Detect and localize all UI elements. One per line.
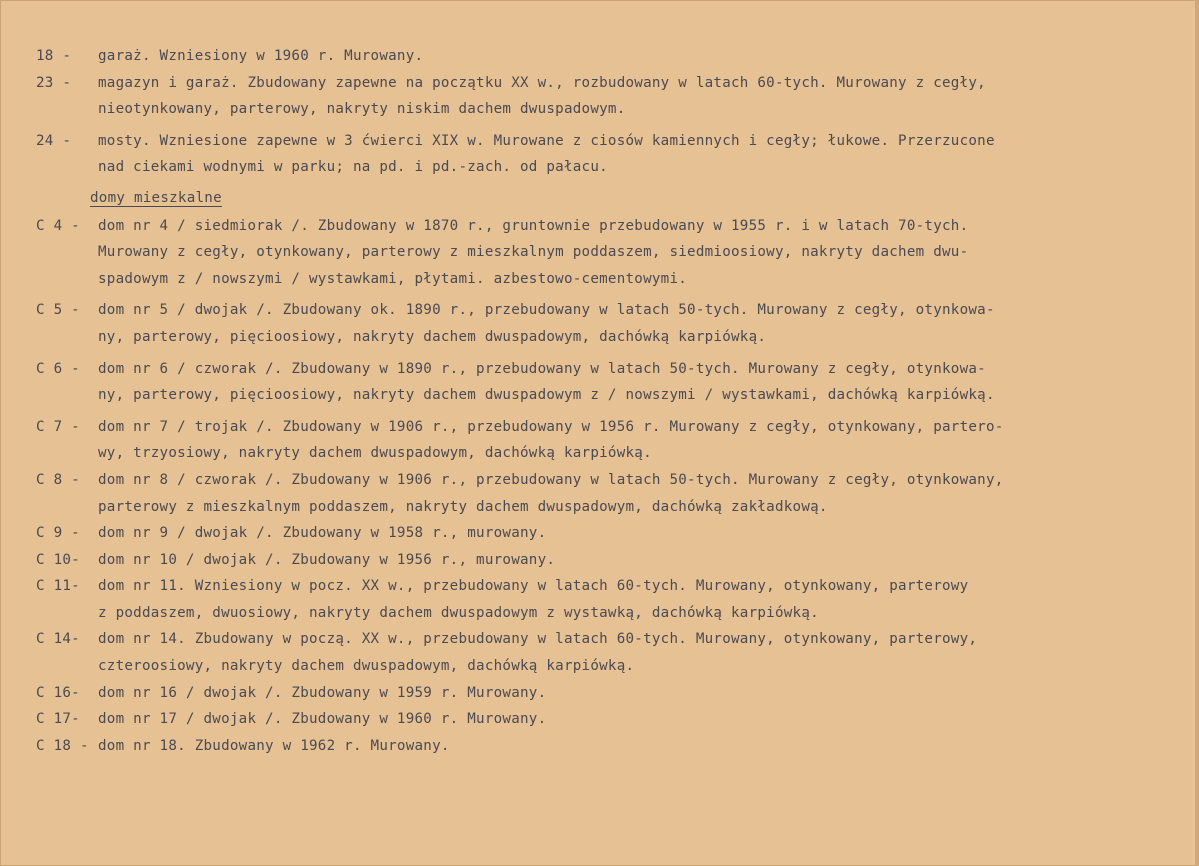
entry-line: spadowym z / nowszymi / wystawkami, płytami. azbestowo-cementowymi. [98,270,688,287]
entry-c5 [36,297,1176,350]
entry-line: dom nr 4 / siedmiorak /. Zbudowany w 1870 r., gruntownie przebudowany w 1955 r. i w latach 70-tych. [98,217,969,234]
entry-line: ny, parterowy, pięcioosiowy, nakryty dachem dwuspadowym z / nowszymi / wystawkami, dachówką karpiówką. [98,387,995,404]
entry-line: czteroosiowy, nakryty dachem dwuspadowym, dachówką karpiówką. [98,658,635,675]
entry-line: dom nr 9 / dwojak /. Zbudowany w 1958 r., murowany. [98,525,547,542]
entry-c14 [36,626,1176,679]
entry-number: 18 - [36,48,72,64]
entry-number: C 4 - [36,217,80,234]
entry-line: wy, trzyosiowy, nakryty dachem dwuspadowym, dachówką karpiówką. [98,445,652,462]
entry-number: C 10- [36,551,80,568]
entry-line: nad ciekami wodnymi w parku; na pd. i pd.-zach. od pałacu. [98,159,608,176]
entry-c11 [36,573,1176,626]
entry-line: z poddaszem, dwuosiowy, nakryty dachem dwuspadowym z wystawką, dachówką karpiówką. [98,604,819,621]
entry-number: C 7 - [36,418,80,435]
entry-line: dom nr 17 / dwojak /. Zbudowany w 1960 r. Murowany. [98,711,547,728]
entry-number: C 17- [36,711,80,728]
entry-line: dom nr 18. Zbudowany w 1962 r. Murowany. [98,737,450,754]
entry-number: C 8 - [36,471,80,488]
entry-line: dom nr 16 / dwojak /. Zbudowany w 1959 r. Murowany. [98,684,547,701]
entry-c4 [36,213,1176,293]
entry-line: dom nr 7 / trojak /. Zbudowany w 1906 r., przebudowany w 1956 r. Murowany z cegły, otynkowany, partero- [98,418,1004,435]
entry-number: C 6 - [36,360,80,377]
entry-c6 [36,356,1176,409]
entry-c10 [36,547,1176,574]
entry-line: nieotynkowany, parterowy, nakryty niskim dachem dwuspadowym. [98,101,626,118]
entry-number: C 18 - [36,737,89,754]
typed-text-body [36,43,1176,759]
entry-line: dom nr 14. Zbudowany w począ. XX w., przebudowany w latach 60-tych. Murowany, otynkowany, parterowy, [98,631,978,648]
entry-number: C 14- [36,631,80,648]
entry-line: mosty. Wzniesione zapewne w 3 ćwierci XIX w. Murowane z ciosów kamiennych i cegły; łukowe. Przerzucone [98,132,995,149]
entry-c7 [36,414,1176,467]
entry-line: Murowany z cegły, otynkowany, parterowy z mieszkalnym poddaszem, siedmioosiowy, nakryty dachem dwu- [98,244,969,261]
entry-line: dom nr 11. Wzniesiony w pocz. XX w., przebudowany w latach 60-tych. Murowany, otynkowany, parterowy [98,578,969,595]
entry-line: parterowy z mieszkalnym poddaszem, nakryty dachem dwuspadowym, dachówką zakładkową. [98,498,828,515]
entry-18 [36,43,1176,70]
entry-number: C 5 - [36,302,80,319]
entry-line: dom nr 10 / dwojak /. Zbudowany w 1956 r., murowany. [98,551,556,568]
entry-c9 [36,520,1176,547]
section-heading: domy mieszkalne [90,189,222,206]
entry-c8 [36,467,1176,520]
entry-number: C 9 - [36,525,80,542]
entry-c16 [36,680,1176,707]
entry-line: ny, parterowy, pięcioosiowy, nakryty dachem dwuspadowym, dachówką karpiówką. [98,328,767,345]
entry-23 [36,70,1176,123]
entry-c17 [36,706,1176,733]
entry-number: C 11- [36,578,80,595]
entry-24 [36,128,1176,181]
entry-number: C 16- [36,684,80,701]
entry-number: 23 - [36,74,72,91]
entry-line: dom nr 8 / czworak /. Zbudowany w 1906 r., przebudowany w latach 50-tych. Murowany z cegły, otynkowany, [98,471,1004,488]
entry-number: 24 - [36,132,72,149]
entry-line: dom nr 5 / dwojak /. Zbudowany ok. 1890 r., przebudowany w latach 50-tych. Murowany z cegły, otynkowa- [98,302,995,319]
entry-c18 [36,733,1176,760]
entry-line: dom nr 6 / czworak /. Zbudowany w 1890 r., przebudowany w latach 50-tych. Murowany z cegły, otynkowa- [98,360,986,377]
entry-line: garaż. Wzniesiony w 1960 r. Murowany. [98,48,424,64]
entry-line: magazyn i garaż. Zbudowany zapewne na początku XX w., rozbudowany w latach 60-tych. Murowany z cegły, [98,74,986,91]
